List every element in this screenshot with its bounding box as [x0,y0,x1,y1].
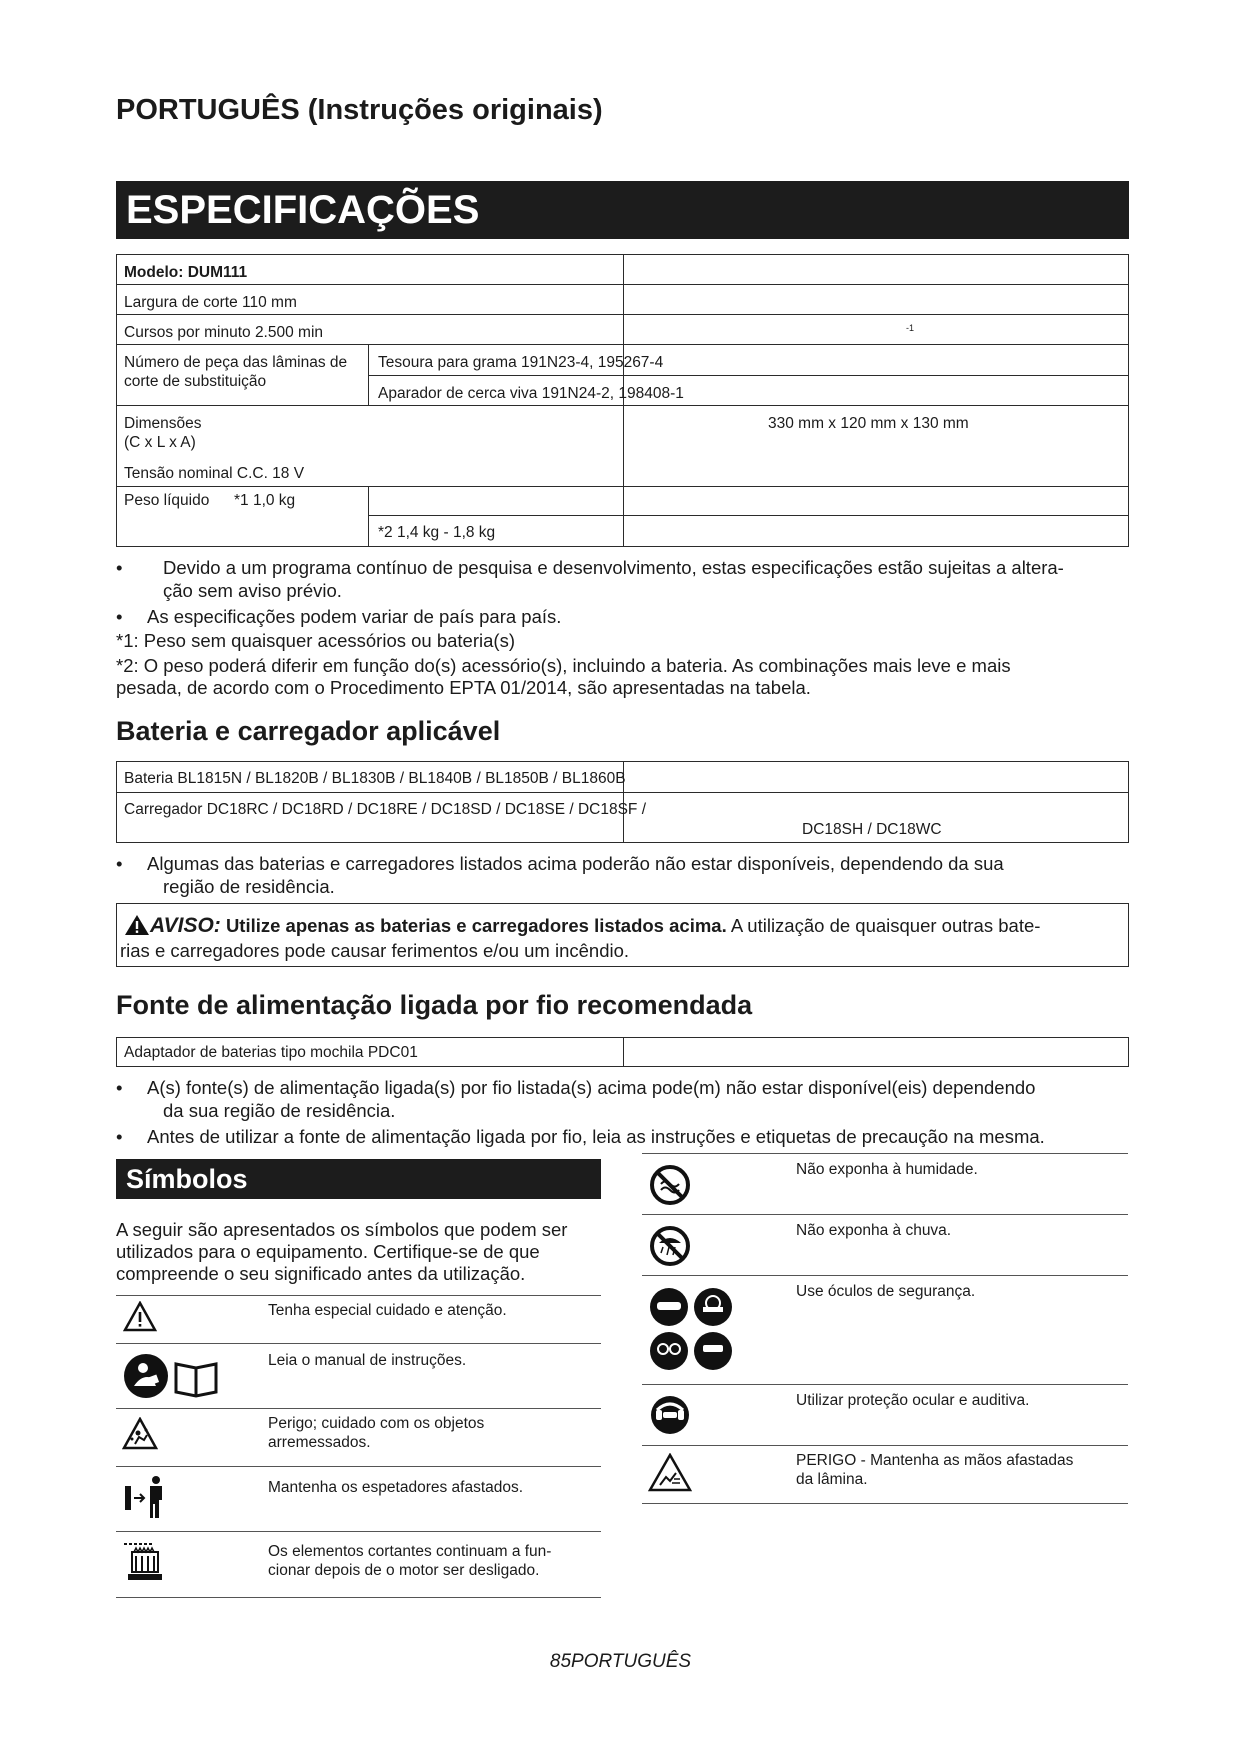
eye-ear-protection-icon [649,1394,691,1436]
power-row: Adaptador de baterias tipo mochila PDC01 [124,1044,418,1061]
symbol-bystanders-text: Mantenha os espetadores afastados. [268,1479,524,1496]
safety-glasses-icon [649,1287,741,1373]
page-title: PORTUGUÊS (Instruções originais) [116,94,603,126]
battery-row: Bateria BL1815N / BL1820B / BL1830B / BL1840B / BL1850B / BL1860B [124,770,626,787]
symbol-hands-text-1: PERIGO - Mantenha as mãos afastadas [796,1452,1074,1469]
power-heading: Fonte de alimentação ligada por fio recomendada [116,990,753,1020]
note-1: Devido a um programa contínuo de pesquisa e desenvolvimento, estas especificações estão sujeitas a altera- [163,557,1064,578]
warning-line-2: rias e carregadores pode causar ferimentos e/ou um incêndio. [120,940,630,961]
symbols-banner: Símbolos [116,1159,601,1199]
read-manual-icon [122,1352,220,1400]
spec-model: Modelo: DUM111 [124,264,248,281]
thrown-objects-icon [122,1417,158,1451]
symbol-humidity-text: Não exponha à humidade. [796,1161,978,1178]
spec-strokes-sup: -1 [906,323,915,333]
warning-rest: A utilização de quaisquer outras bate- [730,915,1041,936]
keep-bystanders-away-icon [124,1474,170,1520]
warning-triangle-icon [123,1301,157,1333]
power-note-1: A(s) fonte(s) de alimentação ligada(s) por fio listada(s) acima pode(m) não estar disponível(eis) dependendo [147,1077,1036,1098]
warning-triangle-icon [124,914,150,936]
bullet: • [116,1077,123,1098]
symbol-thrown-text-2: arremessados. [268,1434,371,1451]
symbol-blades-text-1: Os elementos cortantes continuam a fun- [268,1543,552,1560]
battery-heading: Bateria e carregador aplicável [116,716,501,746]
page-footer: 85PORTUGUÊS [549,1651,692,1672]
spec-voltage: Tensão nominal C.C. 18 V [124,465,305,482]
specs-banner: ESPECIFICAÇÕES [116,181,1129,239]
symbol-caution-text: Tenha especial cuidado e atenção. [268,1302,507,1319]
warning-line-1 [150,915,1040,937]
no-humidity-icon [649,1164,691,1206]
symbol-glasses-text: Use óculos de segurança. [796,1283,976,1300]
note-1-cont: ção sem aviso prévio. [163,580,342,601]
note-4: *2: O peso poderá diferir em função do(s) acessório(s), incluindo a bateria. As combinações mais leve e mais [116,655,1011,676]
charger-row: Carregador DC18RC / DC18RD / DC18RE / DC18SD / DC18SE / DC18SF / [124,801,647,818]
spec-blade-shear: Tesoura para grama 191N23-4, 195267-4 [378,354,664,371]
spec-dimensions-label: Dimensões [124,415,202,432]
spec-blade-hedge: Aparador de cerca viva 191N24-2, 198408-1 [378,385,684,402]
note-2: As especificações podem variar de país para país. [147,606,562,627]
spec-dimensions-value: 330 mm x 120 mm x 130 mm [768,415,969,432]
spec-weight-label: Peso líquido [124,492,210,509]
symbol-manual-text: Leia o manual de instruções. [268,1352,467,1369]
battery-note-cont: região de residência. [163,876,335,897]
power-note-2: Antes de utilizar a fonte de alimentação ligada por fio, leia as instruções e etiquetas de precaução na mesma. [147,1126,1045,1147]
blades-continue-icon [122,1538,170,1584]
symbol-eye-ear-text: Utilizar proteção ocular e auditiva. [796,1392,1030,1409]
spec-dimensions-label-2: (C x L x A) [124,434,196,451]
battery-note: Algumas das baterias e carregadores listados acima poderão não estar disponíveis, dependendo da sua [147,853,1004,874]
no-rain-icon [649,1225,691,1267]
bullet: • [116,1126,123,1147]
bullet: • [116,557,123,578]
hands-away-blade-icon [648,1453,692,1493]
spec-blades-label: Número de peça das lâminas de corte de substituição [124,354,348,390]
symbol-blades-text-2: cionar depois de o motor ser desligado. [268,1562,540,1579]
bullet: • [116,853,123,874]
spec-strokes: Cursos por minuto 2.500 min [124,324,324,341]
spec-weight-2: *2 1,4 kg - 1,8 kg [378,524,496,541]
charger-row-cont: DC18SH / DC18WC [802,821,942,838]
bullet: • [116,606,123,627]
symbols-intro-2: utilizados para o equipamento. Certifique-se de que [116,1241,540,1262]
spec-weight-1: *1 1,0 kg [234,492,296,509]
symbols-intro-1: A seguir são apresentados os símbolos que podem ser [116,1219,568,1240]
symbol-rain-text: Não exponha à chuva. [796,1222,952,1239]
symbol-thrown-text-1: Perigo; cuidado com os objetos [268,1415,485,1432]
symbols-intro-3: compreende o seu significado antes da utilização. [116,1263,526,1284]
note-4-cont: pesada, de acordo com o Procedimento EPTA 01/2014, são apresentadas na tabela. [116,677,811,698]
symbol-hands-text-2: da lâmina. [796,1471,868,1488]
spec-cut-width: Largura de corte 110 mm [124,294,297,311]
warning-label: AVISO: [150,914,221,937]
note-3: *1: Peso sem quaisquer acessórios ou bateria(s) [116,630,515,651]
warning-bold: Utilize apenas as baterias e carregadores listados acima. [225,915,727,936]
power-note-1-cont: da sua região de residência. [163,1100,396,1121]
